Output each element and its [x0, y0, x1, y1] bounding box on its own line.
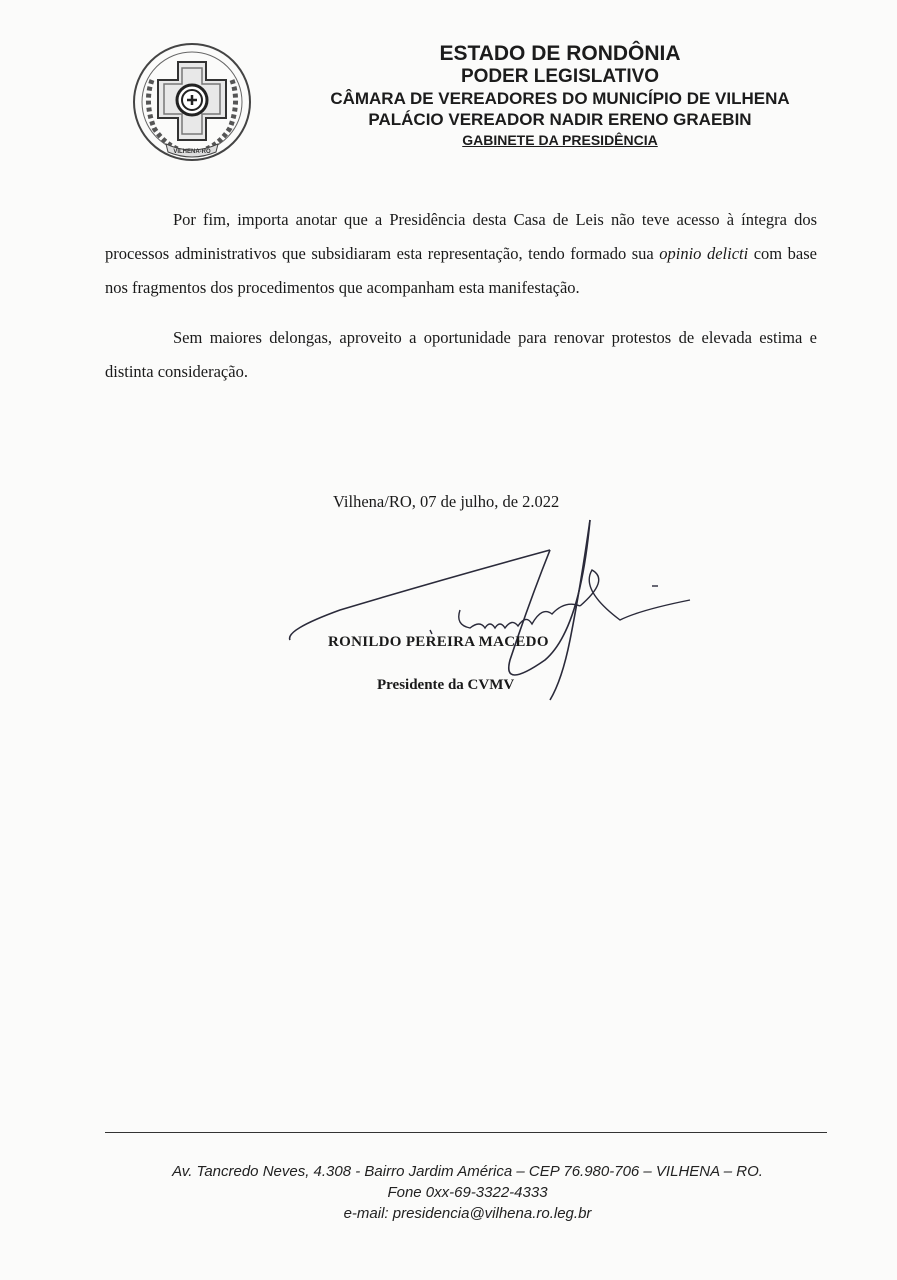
header-office: GABINETE DA PRESIDÊNCIA — [462, 132, 658, 148]
letter-body — [105, 203, 817, 405]
footer-email: e-mail: presidencia@vilhena.ro.leg.br — [343, 1205, 592, 1222]
paragraph-2: Sem maiores delongas, aproveito a oportunidade para renovar protestos de elevada estima e distinta consideração. — [105, 328, 817, 381]
paragraph-1-end: com base nos fragmentos dos procedimentos que acompanham esta manifestação. — [105, 244, 817, 297]
header-state: ESTADO DE RONDÔNIA — [439, 42, 681, 65]
place-date: Vilhena/RO, 07 de julho, de 2.022 — [333, 492, 560, 511]
coat-of-arms-icon — [130, 40, 254, 164]
signatory-role: Presidente da CVMV — [377, 677, 515, 693]
letterhead — [280, 42, 840, 150]
footer-divider — [105, 1132, 827, 1133]
footer-address: Av. Tancredo Neves, 4.308 - Bairro Jardim América – CEP 76.980-706 – VILHENA – RO. — [172, 1163, 763, 1180]
paragraph-1 — [105, 203, 817, 305]
header-chamber: CÂMARA DE VEREADORES DO MUNICÍPIO DE VILHENA — [330, 89, 790, 108]
footer-phone: Fone 0xx-69-3322-4333 — [387, 1184, 548, 1201]
signatory-name: RONILDO PEREIRA MACEDO — [328, 634, 549, 650]
header-palace: PALÁCIO VEREADOR NADIR ERENO GRAEBIN — [368, 110, 752, 129]
paragraph-1-start: Por fim, importa anotar que a Presidência desta Casa de Leis não teve acesso à íntegra dos processos administrativos que subsidiaram esta representação, tendo formado sua — [105, 210, 817, 263]
header-power: PODER LEGISLATIVO — [460, 66, 660, 87]
paragraph-1-italic: opinio delicti — [659, 244, 749, 263]
footer — [100, 1161, 835, 1224]
seal-text: VILHENA-RO — [173, 149, 211, 155]
